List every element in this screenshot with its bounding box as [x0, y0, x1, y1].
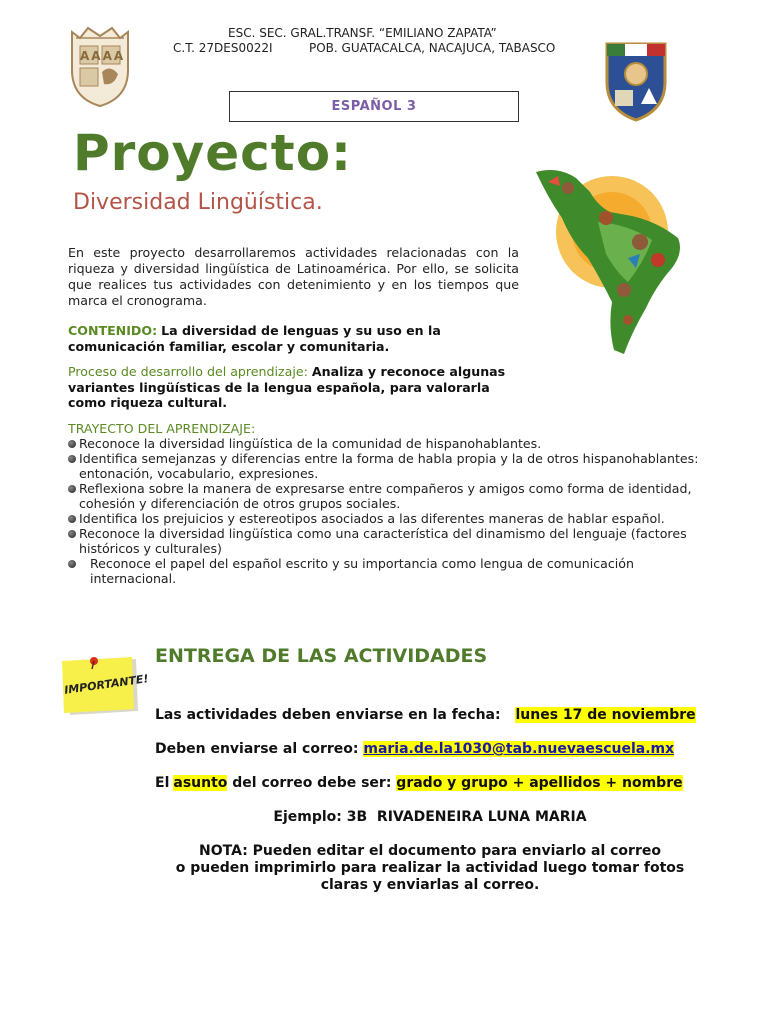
contenido-text: La diversidad de lenguas y su uso en la comunicación familiar, escolar y comunitaria. [68, 323, 441, 354]
bullet-icon [68, 560, 76, 568]
trayecto-list [68, 436, 708, 586]
ejemplo-line: Ejemplo: 3B RIVADENEIRA LUNA MARIA [273, 809, 587, 825]
fecha-value: lunes 17 de noviembre [515, 707, 696, 723]
fecha-label: Las actividades deben enviarse en la fecha: [155, 707, 501, 723]
bullet-icon [68, 455, 76, 463]
logo-letters: AAAA [80, 49, 126, 63]
proceso-block [68, 364, 519, 411]
asunto-mid: del correo debe ser: [232, 775, 392, 791]
bullet-icon [68, 530, 76, 538]
asunto-line [155, 775, 683, 791]
correo-line [155, 741, 674, 757]
asunto-pre: El [155, 775, 170, 791]
latin-america-map-illustration [528, 162, 698, 358]
school-name: ESC. SEC. GRAL.TRANSF. “EMILIANO ZAPATA” [228, 26, 497, 40]
trayecto-label: TRAYECTO DEL APRENDIZAJE: [68, 421, 256, 436]
school-left-logo [66, 24, 134, 108]
entrega-heading: ENTREGA DE LAS ACTIVIDADES [155, 645, 488, 667]
email-link[interactable]: maria.de.la1030@tab.nuevaescuela.mx [363, 741, 675, 757]
page-title: Proyecto: [73, 124, 353, 182]
nota-block [150, 843, 710, 894]
asunto-word: asunto [173, 775, 228, 791]
pushpin-icon [90, 657, 98, 665]
page-subtitle: Diversidad Lingüística. [73, 190, 323, 215]
subject-box: ESPAÑOL 3 [229, 91, 519, 122]
asunto-value: grado y grupo + apellidos + nombre [396, 775, 683, 791]
school-ct: C.T. 27DES0022I [173, 41, 273, 55]
list-item: Reflexiona sobre la manera de expresarse entre compañeros y amigos como forma de identidad, cohesión y diferenciación de otros grupos sociales. [68, 481, 708, 511]
proceso-text: Analiza y reconoce algunas variantes lingüísticas de la lengua española, para valorarla como riqueza cultural. [68, 364, 506, 410]
sticker-text: IMPORTANTE! [63, 672, 150, 697]
nota-line: NOTA: Pueden editar el documento para enviarlo al correo [199, 843, 661, 859]
list-item: Identifica los prejuicios y estereotipos asociados a las diferentes maneras de hablar español. [68, 511, 708, 526]
proceso-label: Proceso de desarrollo del aprendizaje: [68, 364, 308, 379]
nota-line: claras y enviarlas al correo. [320, 877, 540, 893]
list-item: Identifica semejanzas y diferencias entre la forma de habla propia y la de otros hispanohablantes: entonación, vocabulario, expresiones. [68, 451, 708, 481]
nota-line: o pueden imprimirlo para realizar la actividad luego tomar fotos [175, 860, 685, 876]
list-item: Reconoce la diversidad lingüística de la comunidad de hispanohablantes. [68, 436, 708, 451]
fecha-line [155, 707, 696, 723]
list-item: Reconoce la diversidad lingüística como una característica del dinamismo del lenguaje (factores históricos y culturales) [68, 526, 708, 556]
bullet-icon [68, 440, 76, 448]
important-sticky-note [56, 653, 150, 719]
trayecto-section [68, 421, 708, 586]
school-right-emblem [603, 38, 669, 122]
contenido-block [68, 323, 519, 354]
contenido-label: CONTENIDO: [68, 323, 158, 338]
bullet-icon [68, 485, 76, 493]
intro-paragraph: En este proyecto desarrollaremos actividades relacionadas con la riqueza y diversidad lingüística de Latinoamérica. Por ello, se solicita que realices tus actividades con detenimiento y en los tiempos que marca el cronograma. [68, 245, 519, 308]
school-location: POB. GUATACALCA, NACAJUCA, TABASCO [309, 41, 556, 55]
list-item: Reconoce el papel del español escrito y su importancia como lengua de comunicación internacional. [68, 556, 708, 586]
correo-label: Deben enviarse al correo: [155, 741, 359, 757]
bullet-icon [68, 515, 76, 523]
